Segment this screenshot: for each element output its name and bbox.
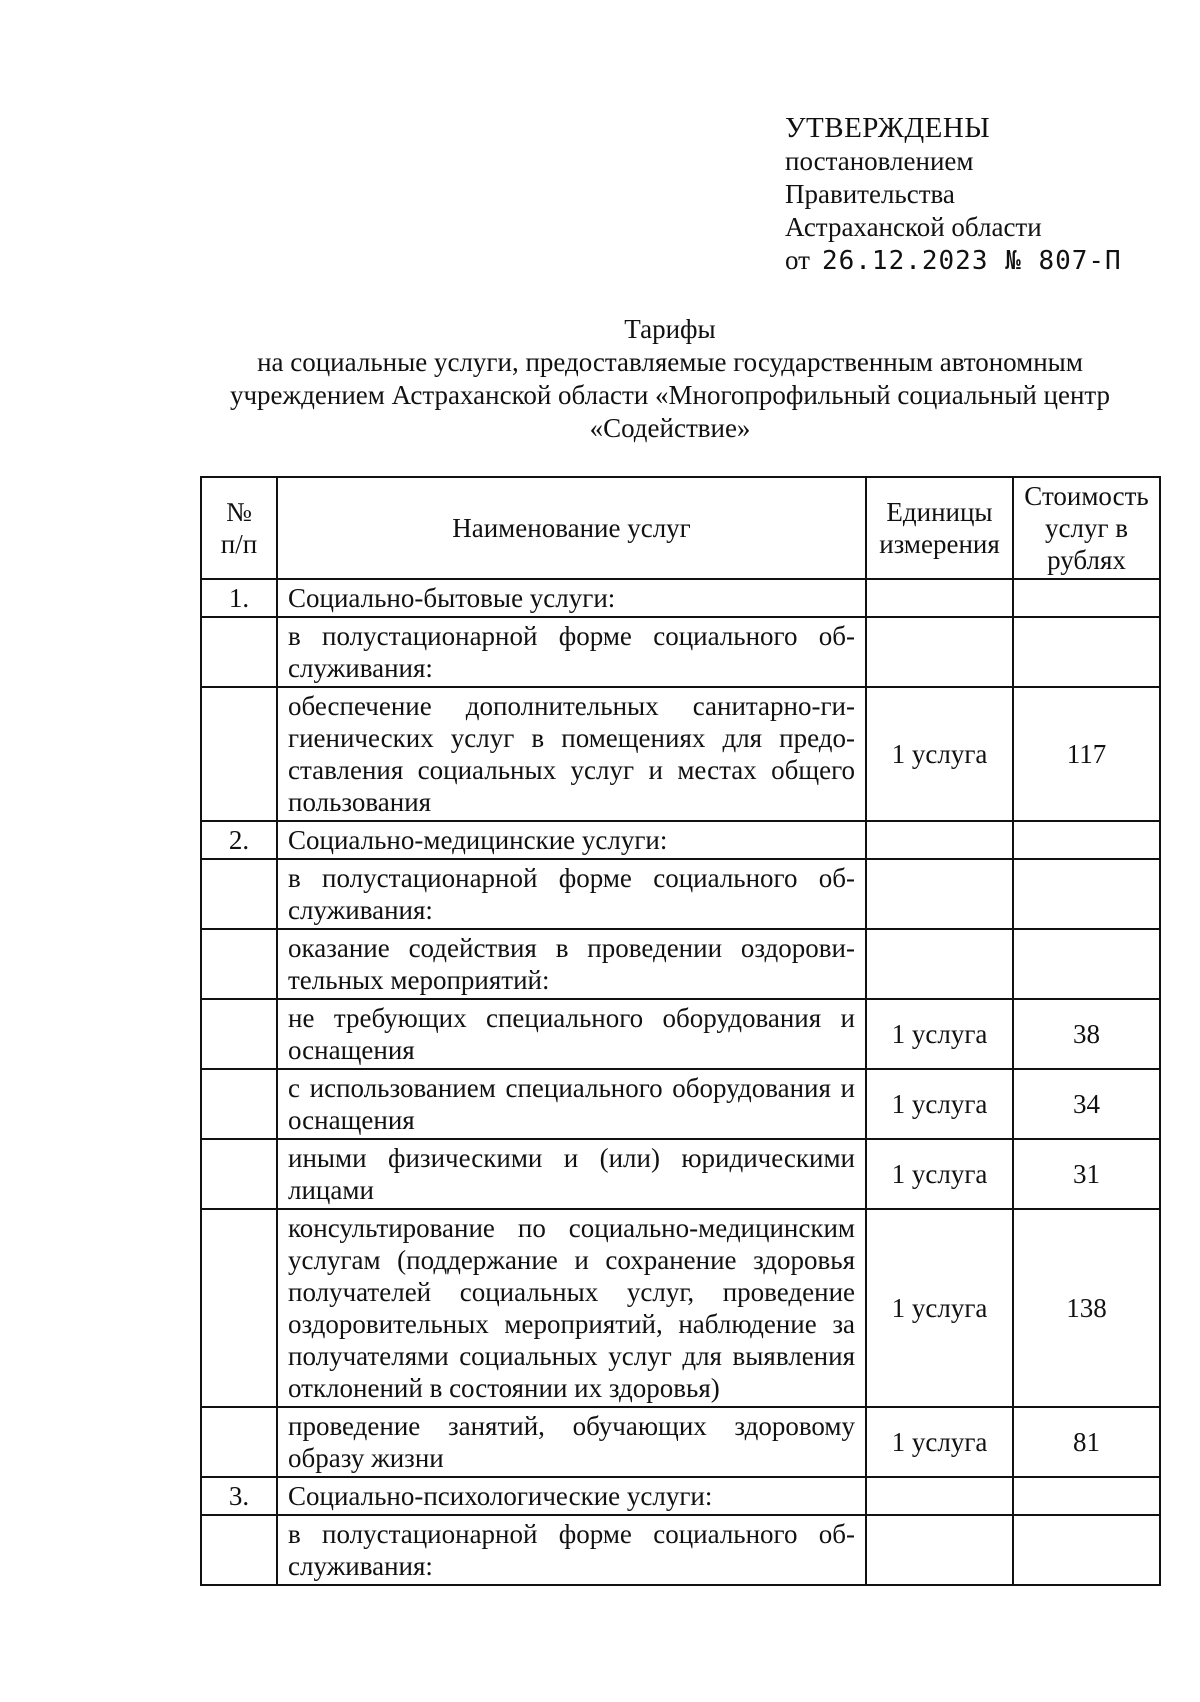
header-price: Стоимость услуг в рублях — [1013, 477, 1160, 579]
cell-unit — [866, 821, 1013, 859]
header-name: Наименование услуг — [277, 477, 866, 579]
cell-name: в полустационарной форме социального обслуживания: — [277, 859, 866, 929]
cell-num — [201, 1407, 277, 1477]
table-row — [201, 999, 1160, 1069]
cell-num — [201, 859, 277, 929]
document-title — [200, 313, 1140, 445]
cell-num: 1. — [201, 579, 277, 617]
cell-name: Социально-медицинские услуги: — [277, 821, 866, 859]
cell-num — [201, 687, 277, 821]
cell-price — [1013, 929, 1160, 999]
table-row — [201, 1477, 1160, 1515]
cell-name: не требующих специального оборудования и оснащения — [277, 999, 866, 1069]
cell-name: в полустационарной форме социального обслуживания: — [277, 617, 866, 687]
approval-line-2: Правительства — [785, 179, 955, 209]
cell-unit: 1 услуга — [866, 1407, 1013, 1477]
cell-unit: 1 услуга — [866, 1069, 1013, 1139]
tariffs-table — [200, 476, 1161, 1586]
table-row — [201, 579, 1160, 617]
cell-name: в полустационарной форме социального обслуживания: — [277, 1515, 866, 1585]
table-row — [201, 1209, 1160, 1407]
cell-price — [1013, 859, 1160, 929]
cell-name: Социально-психологические услуги: — [277, 1477, 866, 1515]
table-row — [201, 1069, 1160, 1139]
cell-price — [1013, 617, 1160, 687]
cell-name: проведение занятий, обучающих здоровому образу жизни — [277, 1407, 866, 1477]
cell-num — [201, 1515, 277, 1585]
cell-price — [1013, 1515, 1160, 1585]
cell-num — [201, 929, 277, 999]
cell-price: 117 — [1013, 687, 1160, 821]
table-header-row — [201, 477, 1160, 579]
approval-date-line — [785, 244, 1122, 278]
approval-block — [785, 112, 1122, 278]
cell-unit — [866, 1515, 1013, 1585]
table-row — [201, 1407, 1160, 1477]
cell-unit: 1 услуга — [866, 1209, 1013, 1407]
cell-num — [201, 1069, 277, 1139]
table-row — [201, 1139, 1160, 1209]
approval-line-3: Астраханской области — [785, 212, 1042, 242]
table-row — [201, 687, 1160, 821]
cell-name: обеспечение дополнительных санитарно-гигиенических услуг в помещениях для предоставления социальных услуг и местах общего пользования — [277, 687, 866, 821]
header-unit: Единицы измерения — [866, 477, 1013, 579]
table-body — [201, 579, 1160, 1585]
approval-line-1: постановлением — [785, 146, 974, 176]
cell-unit: 1 услуга — [866, 999, 1013, 1069]
cell-name: оказание содействия в проведении оздоровительных мероприятий: — [277, 929, 866, 999]
title-line-2: на социальные услуги, предоставляемые государственным автономным — [257, 347, 1083, 377]
cell-unit — [866, 579, 1013, 617]
cell-name: с использованием специального оборудования и оснащения — [277, 1069, 866, 1139]
cell-unit — [866, 859, 1013, 929]
cell-price: 34 — [1013, 1069, 1160, 1139]
cell-price: 138 — [1013, 1209, 1160, 1407]
cell-num — [201, 999, 277, 1069]
cell-num — [201, 1209, 277, 1407]
cell-num — [201, 617, 277, 687]
approval-date-value: 26.12.2023 № 807-П — [821, 246, 1122, 276]
table-row — [201, 821, 1160, 859]
approval-heading: УТВЕРЖДЕНЫ — [785, 112, 991, 144]
cell-name: Социально-бытовые услуги: — [277, 579, 866, 617]
table-row — [201, 929, 1160, 999]
cell-unit: 1 услуга — [866, 1139, 1013, 1209]
cell-num: 3. — [201, 1477, 277, 1515]
cell-name: консультирование по социально-медицинским услугам (поддержание и сохранение здоровья получателей социальных услуг, проведение оздоровительных мероприятий, наблюдение за получателями социальных услуг для выявления отклонений в состоянии их здоровья) — [277, 1209, 866, 1407]
cell-price: 38 — [1013, 999, 1160, 1069]
cell-num: 2. — [201, 821, 277, 859]
cell-price — [1013, 821, 1160, 859]
cell-name: иными физическими и (или) юридическими лицами — [277, 1139, 866, 1209]
cell-unit — [866, 617, 1013, 687]
cell-unit — [866, 929, 1013, 999]
cell-price — [1013, 1477, 1160, 1515]
cell-price: 31 — [1013, 1139, 1160, 1209]
cell-num — [201, 1139, 277, 1209]
cell-unit: 1 услуга — [866, 687, 1013, 821]
table-row — [201, 1515, 1160, 1585]
header-num: № п/п — [201, 477, 277, 579]
table-row — [201, 617, 1160, 687]
cell-unit — [866, 1477, 1013, 1515]
title-line-4: «Содействие» — [589, 413, 751, 443]
approval-date-prefix: от — [785, 245, 810, 275]
cell-price: 81 — [1013, 1407, 1160, 1477]
table-row — [201, 859, 1160, 929]
title-line-3: учреждением Астраханской области «Многопрофильный социальный центр — [229, 380, 1111, 410]
title-line-1: Тарифы — [624, 314, 716, 344]
cell-price — [1013, 579, 1160, 617]
